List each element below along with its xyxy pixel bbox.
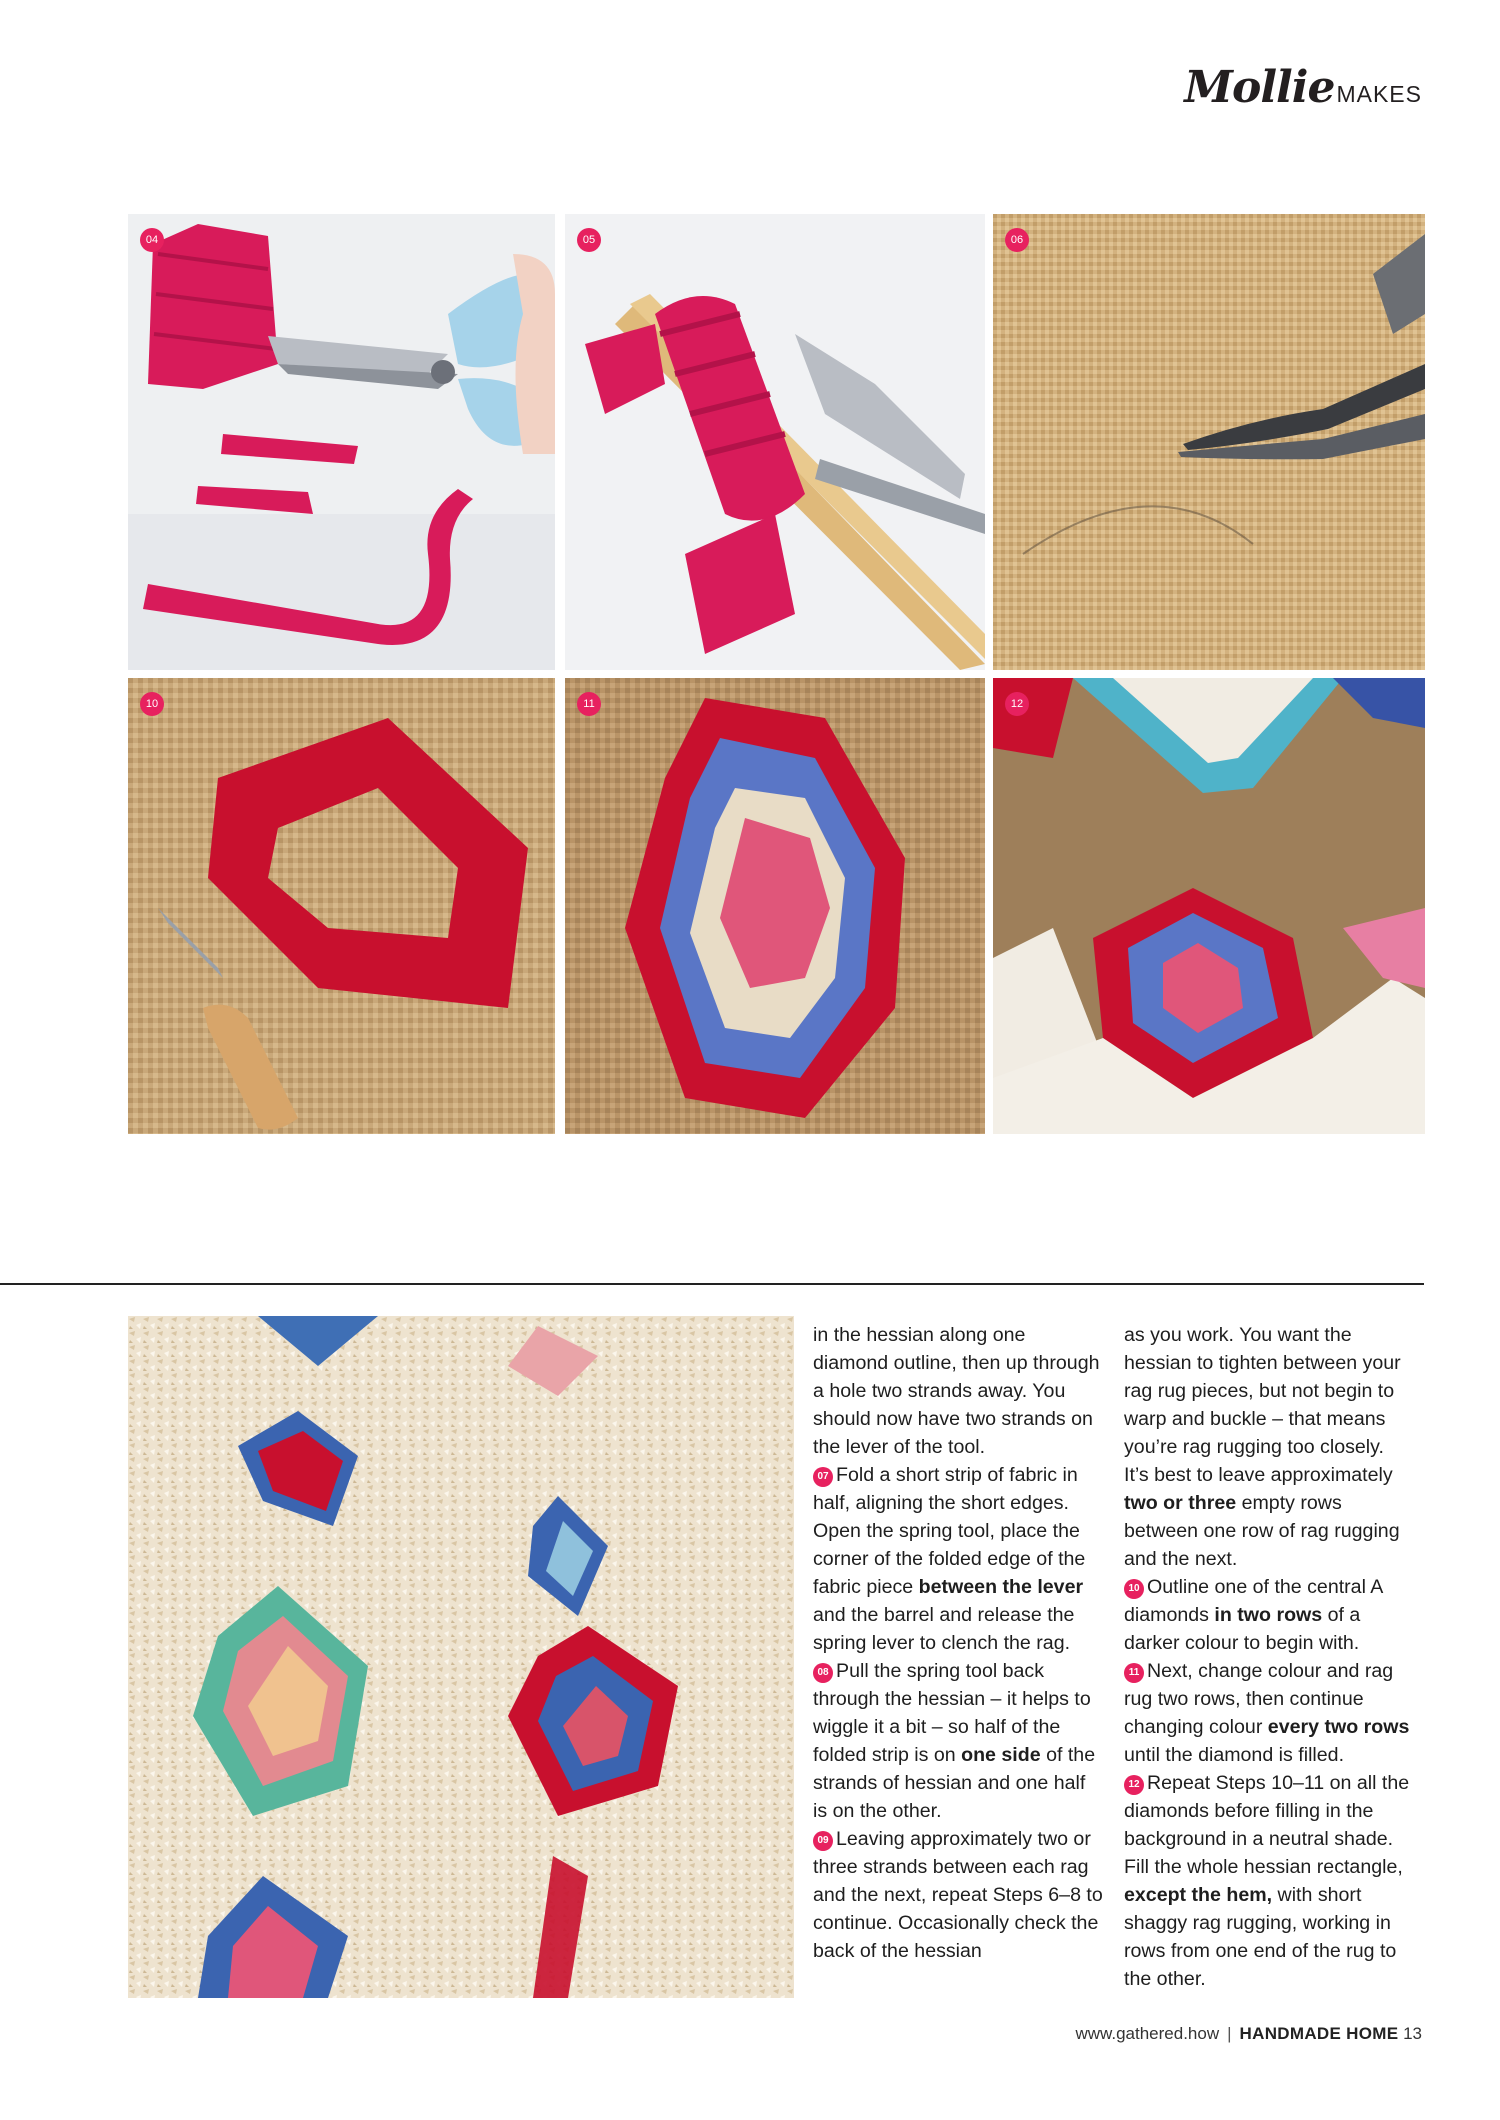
step-08 xyxy=(813,1657,1103,1825)
mollie-makes-logo xyxy=(1184,62,1422,113)
photo-05-image xyxy=(565,214,985,670)
step-12-bold: except the hem, xyxy=(1124,1884,1273,1906)
photo-step-06 xyxy=(993,214,1425,670)
footer-url[interactable]: www.gathered.how xyxy=(1075,2024,1220,2043)
photo-finished-rug xyxy=(128,1316,794,1998)
photo-step-10 xyxy=(128,678,555,1134)
finished-rug-image xyxy=(128,1316,794,1998)
logo-script: Mollie xyxy=(1184,62,1335,113)
step-10-text-c: of a darker colour to begin with. xyxy=(1124,1604,1361,1654)
photo-04-image xyxy=(128,214,555,670)
step-10-bold: in two rows xyxy=(1214,1604,1323,1626)
col2-intro-a: as you work. You want the hessian to tighten between your rag rug pieces, but not begin to warp and buckle – that means you’re rag rugging too closely. It’s best to leave approximately xyxy=(1124,1324,1401,1486)
step-07-text-a: Fold a short strip of fabric in half, aligning the short edges. Open the spring tool, place the corner of the folded edge of the fabric piece xyxy=(813,1464,1086,1598)
step-badge-04: 04 xyxy=(140,228,164,252)
step-12-text-c: with short shaggy rag rugging, working in rows from one end of the rug to the other. xyxy=(1124,1884,1397,1990)
step-badge-05: 05 xyxy=(577,228,601,252)
photo-step-12 xyxy=(993,678,1425,1134)
step-number-12: 12 xyxy=(1124,1775,1144,1795)
photo-step-04 xyxy=(128,214,555,670)
step-10-text-a: Outline one of the central A diamonds xyxy=(1124,1576,1383,1626)
page-number: 13 xyxy=(1403,2024,1422,2043)
step-10 xyxy=(1124,1573,1414,1657)
text-column-1 xyxy=(813,1321,1103,1965)
photo-step-11 xyxy=(565,678,985,1134)
step-08-text-a: Pull the spring tool back through the hessian – it helps to wiggle it a bit – so half of the folded strip is on xyxy=(813,1660,1091,1766)
photo-06-image xyxy=(993,214,1425,670)
step-11-text-a: Next, change colour and rag rug two rows, then continue changing colour xyxy=(1124,1660,1394,1738)
photo-step-05 xyxy=(565,214,985,670)
text-column-2 xyxy=(1124,1321,1414,1993)
photo-12-image xyxy=(993,678,1425,1134)
col1-intro: in the hessian along one diamond outline, then up through a hole two strands away. You should now have two strands on the lever of the tool. xyxy=(813,1324,1100,1458)
step-number-09: 09 xyxy=(813,1831,833,1851)
section-divider xyxy=(0,1283,1424,1285)
step-11 xyxy=(1124,1657,1414,1769)
logo-word: MAKES xyxy=(1336,81,1422,107)
step-number-08: 08 xyxy=(813,1663,833,1683)
step-number-10: 10 xyxy=(1124,1579,1144,1599)
step-12-text-a: Repeat Steps 10–11 on all the diamonds before filling in the background in a neutral shade. Fill the whole hessian rectangle, xyxy=(1124,1772,1410,1878)
step-badge-12: 12 xyxy=(1005,692,1029,716)
col2-intro-bold: two or three xyxy=(1124,1492,1237,1514)
col2-intro-c: empty rows between one row of rag rugging and the next. xyxy=(1124,1492,1400,1570)
step-07 xyxy=(813,1461,1103,1657)
step-number-11: 11 xyxy=(1124,1663,1144,1683)
footer-separator: | xyxy=(1227,2024,1232,2043)
step-07-bold: between the lever xyxy=(918,1576,1084,1598)
page-footer xyxy=(1075,2024,1422,2044)
step-08-bold: one side xyxy=(961,1744,1041,1766)
step-badge-11: 11 xyxy=(577,692,601,716)
step-08-text-c: of the strands of hessian and one half is on the other. xyxy=(813,1744,1096,1822)
footer-magazine-title: HANDMADE HOME xyxy=(1239,2024,1399,2043)
step-badge-06: 06 xyxy=(1005,228,1029,252)
step-11-bold: every two rows xyxy=(1267,1716,1410,1738)
photo-11-image xyxy=(565,678,985,1134)
step-11-text-c: until the diamond is filled. xyxy=(1124,1744,1345,1766)
step-09 xyxy=(813,1825,1103,1965)
step-badge-10: 10 xyxy=(140,692,164,716)
photo-10-image xyxy=(128,678,555,1134)
step-09-text-a: Leaving approximately two or three strands between each rag and the next, repeat Steps 6–8 to continue. Occasionally check the back of the hessian xyxy=(813,1828,1103,1962)
step-12 xyxy=(1124,1769,1414,1993)
col2-intro xyxy=(1124,1321,1414,1573)
step-number-07: 07 xyxy=(813,1467,833,1487)
step-07-text-c: and the barrel and release the spring lever to clench the rag. xyxy=(813,1604,1075,1654)
